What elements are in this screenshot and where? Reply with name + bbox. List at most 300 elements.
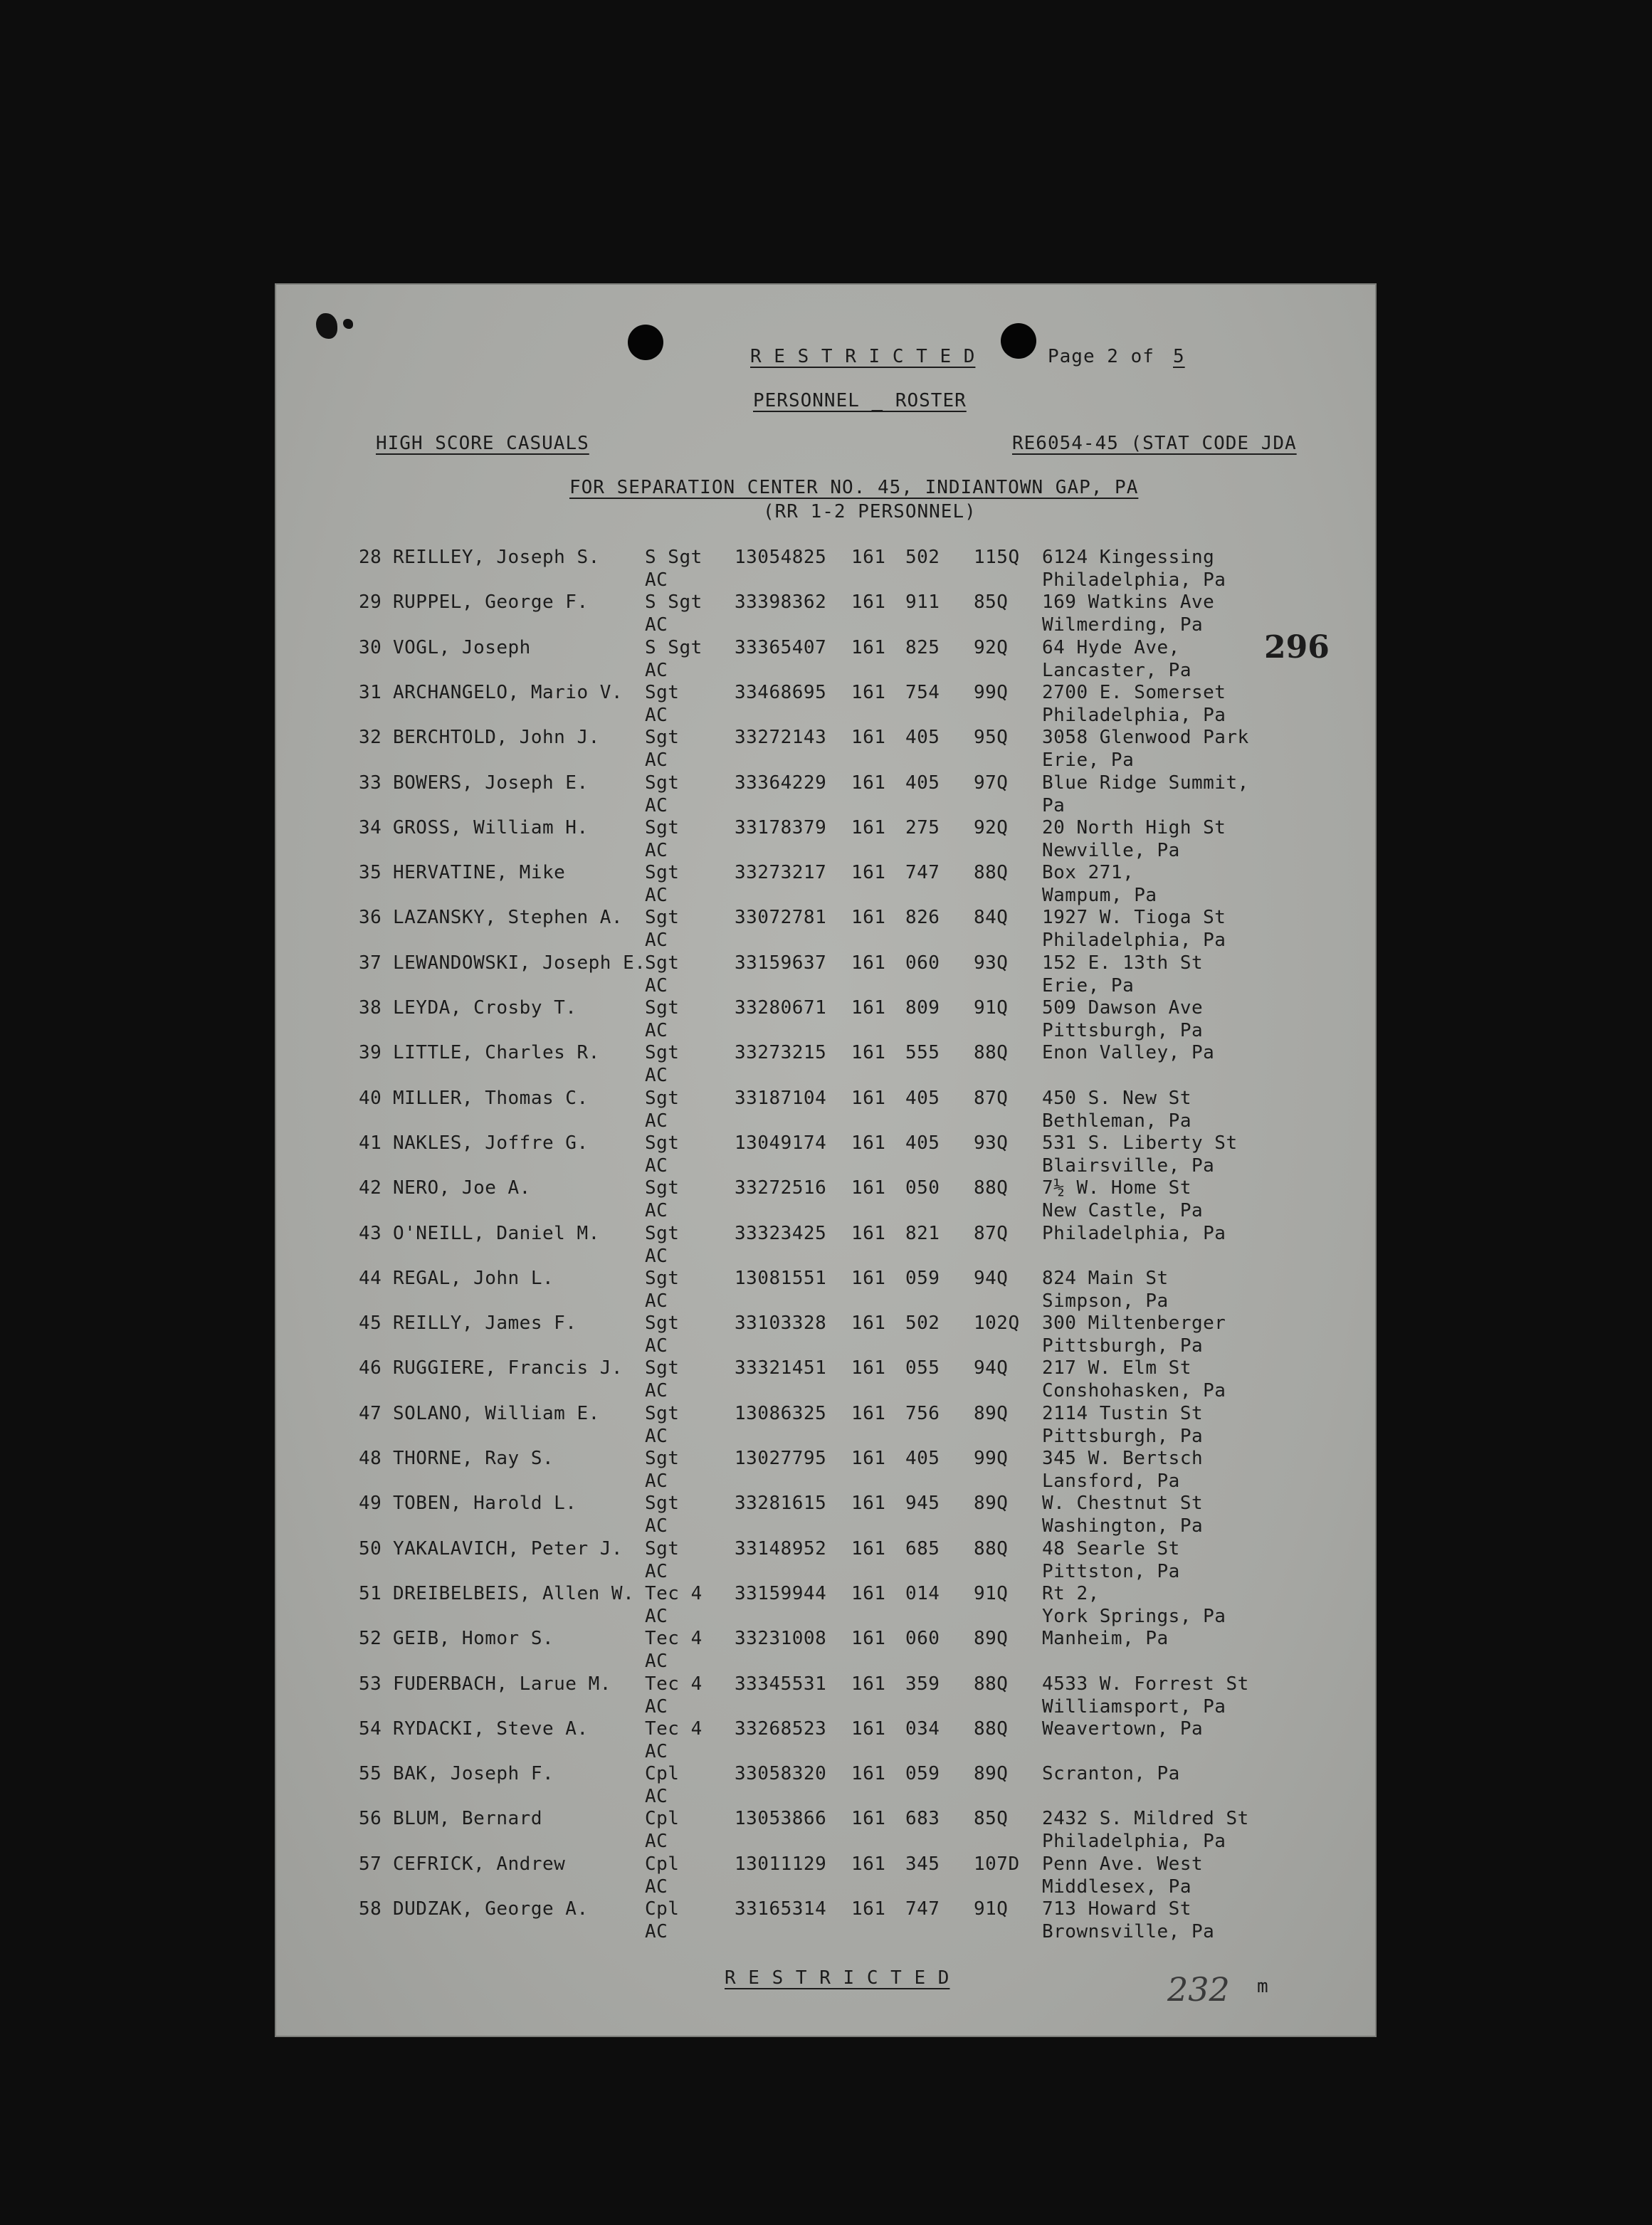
branch: AC: [645, 975, 668, 996]
address-line-1: 450 S. New St: [1042, 1088, 1191, 1109]
personnel-subtitle: (RR 1-2 PERSONNEL): [763, 501, 977, 522]
address-line-1: Enon Valley, Pa: [1042, 1042, 1215, 1063]
score: 89Q: [974, 1628, 1009, 1649]
code-1: 161: [851, 727, 886, 748]
code-1: 161: [851, 637, 886, 658]
code-2: 502: [905, 547, 940, 568]
table-row: [275, 1132, 1377, 1178]
branch: AC: [645, 1200, 668, 1221]
soldier-name: REGAL, John L.: [393, 1268, 554, 1289]
code-1: 161: [851, 1853, 886, 1875]
rank: Sgt: [645, 907, 680, 928]
branch: AC: [645, 1380, 668, 1401]
branch: AC: [645, 1246, 668, 1267]
serial-number: 33187104: [735, 1088, 827, 1109]
code-1: 161: [851, 1808, 886, 1829]
serial-number: 13011129: [735, 1853, 827, 1875]
row-number: 47: [359, 1403, 382, 1424]
table-row: [275, 772, 1377, 818]
rank: Sgt: [645, 817, 680, 838]
address-line-1: 64 Hyde Ave,: [1042, 637, 1180, 658]
stat-code: RE6054-45 (STAT CODE JDA: [1012, 433, 1297, 454]
serial-number: 33268523: [735, 1718, 827, 1740]
row-number: 57: [359, 1853, 382, 1875]
code-2: 405: [905, 727, 940, 748]
rank: Sgt: [645, 1132, 680, 1154]
score: 92Q: [974, 637, 1009, 658]
table-row: [275, 1628, 1377, 1673]
table-row: [275, 682, 1377, 727]
rank: Cpl: [645, 1763, 680, 1784]
table-row: [275, 1268, 1377, 1313]
row-number: 52: [359, 1628, 382, 1649]
score: 88Q: [974, 862, 1009, 883]
address-line-1: Weavertown, Pa: [1042, 1718, 1204, 1740]
address-line-2: Middlesex, Pa: [1042, 1876, 1191, 1898]
address-line-1: 152 E. 13th St: [1042, 952, 1204, 974]
address-line-2: Newville, Pa: [1042, 840, 1180, 861]
code-2: 945: [905, 1493, 940, 1514]
table-row: [275, 637, 1377, 683]
score: 107D: [974, 1853, 1020, 1875]
table-row: [275, 1673, 1377, 1719]
serial-number: 33468695: [735, 682, 827, 703]
address-line-1: Philadelphia, Pa: [1042, 1223, 1226, 1244]
branch: AC: [645, 1110, 668, 1132]
address-line-2: Philadelphia, Pa: [1042, 705, 1226, 726]
table-row: [275, 1808, 1377, 1853]
serial-number: 33365407: [735, 637, 827, 658]
address-line-2: Blairsville, Pa: [1042, 1155, 1215, 1177]
score: 85Q: [974, 591, 1009, 613]
branch: AC: [645, 1921, 668, 1942]
score: 115Q: [974, 547, 1020, 568]
serial-number: 33103328: [735, 1313, 827, 1334]
rank: Sgt: [645, 1313, 680, 1334]
code-1: 161: [851, 1448, 886, 1469]
code-1: 161: [851, 1223, 886, 1244]
row-number: 44: [359, 1268, 382, 1289]
row-number: 56: [359, 1808, 382, 1829]
address-line-1: Scranton, Pa: [1042, 1763, 1180, 1784]
branch: AC: [645, 795, 668, 816]
page-label: Page 2 of: [1048, 346, 1154, 367]
serial-number: 33231008: [735, 1628, 827, 1649]
soldier-name: BLUM, Bernard: [393, 1808, 542, 1829]
code-2: 059: [905, 1268, 940, 1289]
serial-number: 33159944: [735, 1583, 827, 1604]
table-row: [275, 1583, 1377, 1629]
score: 97Q: [974, 772, 1009, 794]
address-line-1: Penn Ave. West: [1042, 1853, 1204, 1875]
row-number: 35: [359, 862, 382, 883]
address-line-1: Box 271,: [1042, 862, 1135, 883]
code-1: 161: [851, 862, 886, 883]
branch: AC: [645, 1606, 668, 1627]
group-title: HIGH SCORE CASUALS: [376, 433, 589, 454]
score: 94Q: [974, 1357, 1009, 1379]
branch: AC: [645, 1426, 668, 1447]
address-line-2: Bethleman, Pa: [1042, 1110, 1191, 1132]
address-line-2: Philadelphia, Pa: [1042, 930, 1226, 951]
center-title: FOR SEPARATION CENTER NO. 45, INDIANTOWN GAP, PA: [569, 477, 1139, 498]
code-1: 161: [851, 952, 886, 974]
serial-number: 13086325: [735, 1403, 827, 1424]
soldier-name: BOWERS, Joseph E.: [393, 772, 589, 794]
rank: Sgt: [645, 1223, 680, 1244]
score: 85Q: [974, 1808, 1009, 1829]
rank: Sgt: [645, 1403, 680, 1424]
address-line-1: 6124 Kingessing: [1042, 547, 1215, 568]
row-number: 41: [359, 1132, 382, 1154]
row-number: 29: [359, 591, 382, 613]
serial-number: 33072781: [735, 907, 827, 928]
branch: AC: [645, 885, 668, 906]
rank: Cpl: [645, 1808, 680, 1829]
address-line-2: Simpson, Pa: [1042, 1290, 1169, 1312]
branch: AC: [645, 705, 668, 726]
table-row: [275, 547, 1377, 592]
rank: Sgt: [645, 727, 680, 748]
score: 88Q: [974, 1673, 1009, 1695]
address-line-1: 2432 S. Mildred St: [1042, 1808, 1249, 1829]
code-2: 405: [905, 1088, 940, 1109]
address-line-1: 169 Watkins Ave: [1042, 591, 1215, 613]
address-line-2: Pittsburgh, Pa: [1042, 1426, 1204, 1447]
score: 88Q: [974, 1177, 1009, 1199]
code-1: 161: [851, 1357, 886, 1379]
soldier-name: BERCHTOLD, John J.: [393, 727, 600, 748]
table-row: [275, 997, 1377, 1043]
table-row: [275, 1763, 1377, 1809]
serial-number: 33398362: [735, 591, 827, 613]
address-line-2: Erie, Pa: [1042, 749, 1135, 771]
branch: AC: [645, 1290, 668, 1312]
code-1: 161: [851, 1042, 886, 1063]
address-line-1: 509 Dawson Ave: [1042, 997, 1204, 1019]
serial-number: 33364229: [735, 772, 827, 794]
soldier-name: TOBEN, Harold L.: [393, 1493, 577, 1514]
row-number: 30: [359, 637, 382, 658]
address-line-2: Erie, Pa: [1042, 975, 1135, 996]
row-number: 42: [359, 1177, 382, 1199]
code-1: 161: [851, 1403, 886, 1424]
rank: Sgt: [645, 1088, 680, 1109]
score: 95Q: [974, 727, 1009, 748]
code-2: 747: [905, 862, 940, 883]
table-row: [275, 817, 1377, 863]
table-row: [275, 1718, 1377, 1764]
address-line-1: 531 S. Liberty St: [1042, 1132, 1238, 1154]
ink-smudge: [316, 313, 337, 339]
rank: Sgt: [645, 1538, 680, 1559]
address-line-2: Washington, Pa: [1042, 1515, 1204, 1537]
score: 89Q: [974, 1763, 1009, 1784]
score: 88Q: [974, 1042, 1009, 1063]
address-line-1: W. Chestnut St: [1042, 1493, 1204, 1514]
address-line-1: 824 Main St: [1042, 1268, 1169, 1289]
address-line-2: Philadelphia, Pa: [1042, 569, 1226, 591]
code-1: 161: [851, 1673, 886, 1695]
score: 87Q: [974, 1088, 1009, 1109]
score: 92Q: [974, 817, 1009, 838]
table-row: [275, 952, 1377, 998]
code-2: 756: [905, 1403, 940, 1424]
soldier-name: RUPPEL, George F.: [393, 591, 589, 613]
rank: S Sgt: [645, 637, 703, 658]
soldier-name: FUDERBACH, Larue M.: [393, 1673, 611, 1695]
row-number: 43: [359, 1223, 382, 1244]
branch: AC: [645, 1155, 668, 1177]
row-number: 40: [359, 1088, 382, 1109]
rank: S Sgt: [645, 591, 703, 613]
branch: AC: [645, 660, 668, 681]
branch: AC: [645, 614, 668, 636]
score: 88Q: [974, 1718, 1009, 1740]
code-2: 059: [905, 1763, 940, 1784]
code-1: 161: [851, 907, 886, 928]
code-1: 161: [851, 1177, 886, 1199]
code-2: 034: [905, 1718, 940, 1740]
code-2: 060: [905, 952, 940, 974]
code-2: 502: [905, 1313, 940, 1334]
punch-hole: [1001, 323, 1036, 359]
address-line-1: 2700 E. Somerset: [1042, 682, 1226, 703]
row-number: 28: [359, 547, 382, 568]
table-row: [275, 1177, 1377, 1223]
code-1: 161: [851, 772, 886, 794]
row-number: 53: [359, 1673, 382, 1695]
address-line-1: 3058 Glenwood Park: [1042, 727, 1249, 748]
address-line-1: 713 Howard St: [1042, 1898, 1191, 1920]
row-number: 36: [359, 907, 382, 928]
soldier-name: DUDZAK, George A.: [393, 1898, 589, 1920]
branch: AC: [645, 569, 668, 591]
handwritten-mark: m: [1257, 1976, 1269, 1997]
soldier-name: GEIB, Homor S.: [393, 1628, 554, 1649]
soldier-name: CEFRICK, Andrew: [393, 1853, 566, 1875]
score: 99Q: [974, 1448, 1009, 1469]
serial-number: 33273215: [735, 1042, 827, 1063]
score: 89Q: [974, 1493, 1009, 1514]
code-2: 683: [905, 1808, 940, 1829]
rank: S Sgt: [645, 547, 703, 568]
code-1: 161: [851, 1088, 886, 1109]
table-row: [275, 907, 1377, 952]
code-1: 161: [851, 547, 886, 568]
row-number: 31: [359, 682, 382, 703]
row-number: 33: [359, 772, 382, 794]
address-line-2: Lancaster, Pa: [1042, 660, 1191, 681]
row-number: 55: [359, 1763, 382, 1784]
code-1: 161: [851, 1583, 886, 1604]
branch: AC: [645, 1020, 668, 1041]
serial-number: 33058320: [735, 1763, 827, 1784]
table-row: [275, 1403, 1377, 1448]
score: 93Q: [974, 1132, 1009, 1154]
rank: Sgt: [645, 1268, 680, 1289]
serial-number: 33280671: [735, 997, 827, 1019]
code-2: 825: [905, 637, 940, 658]
soldier-name: RYDACKI, Steve A.: [393, 1718, 589, 1740]
soldier-name: REILLY, James F.: [393, 1313, 577, 1334]
row-number: 37: [359, 952, 382, 974]
soldier-name: ARCHANGELO, Mario V.: [393, 682, 624, 703]
score: 99Q: [974, 682, 1009, 703]
soldier-name: THORNE, Ray S.: [393, 1448, 554, 1469]
row-number: 50: [359, 1538, 382, 1559]
rank: Sgt: [645, 1493, 680, 1514]
serial-number: 13049174: [735, 1132, 827, 1154]
code-1: 161: [851, 1628, 886, 1649]
table-row: [275, 1448, 1377, 1493]
code-1: 161: [851, 682, 886, 703]
serial-number: 33165314: [735, 1898, 827, 1920]
table-row: [275, 1357, 1377, 1403]
branch: AC: [645, 1561, 668, 1582]
serial-number: 33281615: [735, 1493, 827, 1514]
code-2: 911: [905, 591, 940, 613]
soldier-name: NAKLES, Joffre G.: [393, 1132, 589, 1154]
table-row: [275, 1223, 1377, 1268]
address-line-1: 300 Miltenberger: [1042, 1313, 1226, 1334]
serial-number: 33272516: [735, 1177, 827, 1199]
code-2: 555: [905, 1042, 940, 1063]
handwritten-number: 232: [1167, 1970, 1230, 2009]
soldier-name: HERVATINE, Mike: [393, 862, 566, 883]
code-2: 826: [905, 907, 940, 928]
code-2: 405: [905, 1448, 940, 1469]
soldier-name: LEWANDOWSKI, Joseph E.: [393, 952, 646, 974]
address-line-1: 7½ W. Home St: [1042, 1177, 1191, 1199]
address-line-1: Blue Ridge Summit,: [1042, 772, 1249, 794]
code-1: 161: [851, 997, 886, 1019]
address-line-1: Rt 2,: [1042, 1583, 1100, 1604]
rank: Sgt: [645, 1177, 680, 1199]
row-number: 46: [359, 1357, 382, 1379]
soldier-name: MILLER, Thomas C.: [393, 1088, 589, 1109]
serial-number: 33323425: [735, 1223, 827, 1244]
punch-hole: [628, 325, 663, 360]
rank: Sgt: [645, 952, 680, 974]
soldier-name: O'NEILL, Daniel M.: [393, 1223, 600, 1244]
table-row: [275, 862, 1377, 908]
serial-number: 33345531: [735, 1673, 827, 1695]
rank: Cpl: [645, 1853, 680, 1875]
serial-number: 33321451: [735, 1357, 827, 1379]
code-1: 161: [851, 1898, 886, 1920]
page-total: 5: [1173, 346, 1185, 367]
soldier-name: LITTLE, Charles R.: [393, 1042, 600, 1063]
roster-page: [275, 283, 1377, 2037]
address-line-2: York Springs, Pa: [1042, 1606, 1226, 1627]
branch: AC: [645, 1651, 668, 1672]
code-2: 685: [905, 1538, 940, 1559]
branch: AC: [645, 1786, 668, 1807]
address-line-2: Pa: [1042, 795, 1066, 816]
row-number: 51: [359, 1583, 382, 1604]
rank: Sgt: [645, 772, 680, 794]
address-line-2: Conshohasken, Pa: [1042, 1380, 1226, 1401]
soldier-name: YAKALAVICH, Peter J.: [393, 1538, 624, 1559]
table-row: [275, 1313, 1377, 1358]
serial-number: 33159637: [735, 952, 827, 974]
row-number: 58: [359, 1898, 382, 1920]
soldier-name: REILLEY, Joseph S.: [393, 547, 600, 568]
serial-number: 13053866: [735, 1808, 827, 1829]
rank: Sgt: [645, 862, 680, 883]
score: 91Q: [974, 997, 1009, 1019]
score: 102Q: [974, 1313, 1020, 1334]
soldier-name: VOGL, Joseph: [393, 637, 531, 658]
address-line-1: 217 W. Elm St: [1042, 1357, 1191, 1379]
score: 88Q: [974, 1538, 1009, 1559]
row-number: 32: [359, 727, 382, 748]
code-2: 014: [905, 1583, 940, 1604]
code-1: 161: [851, 1313, 886, 1334]
address-line-1: 345 W. Bertsch: [1042, 1448, 1204, 1469]
row-number: 49: [359, 1493, 382, 1514]
code-2: 055: [905, 1357, 940, 1379]
code-2: 809: [905, 997, 940, 1019]
address-line-2: Pittsburgh, Pa: [1042, 1335, 1204, 1357]
address-line-2: Wilmerding, Pa: [1042, 614, 1204, 636]
rank: Sgt: [645, 1042, 680, 1063]
branch: AC: [645, 1515, 668, 1537]
row-number: 45: [359, 1313, 382, 1334]
rank: Sgt: [645, 1448, 680, 1469]
address-line-2: New Castle, Pa: [1042, 1200, 1204, 1221]
address-line-2: Philadelphia, Pa: [1042, 1831, 1226, 1852]
code-1: 161: [851, 1763, 886, 1784]
branch: AC: [645, 1335, 668, 1357]
row-number: 39: [359, 1042, 382, 1063]
score: 94Q: [974, 1268, 1009, 1289]
code-1: 161: [851, 1493, 886, 1514]
table-row: [275, 1538, 1377, 1584]
row-number: 54: [359, 1718, 382, 1740]
rank: Sgt: [645, 682, 680, 703]
table-row: [275, 1088, 1377, 1133]
code-2: 405: [905, 1132, 940, 1154]
code-2: 050: [905, 1177, 940, 1199]
soldier-name: GROSS, William H.: [393, 817, 589, 838]
serial-number: 13027795: [735, 1448, 827, 1469]
address-line-1: 48 Searle St: [1042, 1538, 1180, 1559]
branch: AC: [645, 930, 668, 951]
address-line-1: 20 North High St: [1042, 817, 1226, 838]
code-1: 161: [851, 591, 886, 613]
address-line-1: 1927 W. Tioga St: [1042, 907, 1226, 928]
score: 91Q: [974, 1898, 1009, 1920]
code-2: 405: [905, 772, 940, 794]
code-2: 345: [905, 1853, 940, 1875]
address-line-2: Pittston, Pa: [1042, 1561, 1180, 1582]
code-2: 821: [905, 1223, 940, 1244]
rank: Sgt: [645, 1357, 680, 1379]
rank: Tec 4: [645, 1583, 703, 1604]
address-line-2: Williamsport, Pa: [1042, 1696, 1226, 1718]
address-line-1: 4533 W. Forrest St: [1042, 1673, 1249, 1695]
branch: AC: [645, 1065, 668, 1086]
code-1: 161: [851, 1718, 886, 1740]
code-1: 161: [851, 1538, 886, 1559]
code-2: 060: [905, 1628, 940, 1649]
address-line-2: Brownsville, Pa: [1042, 1921, 1215, 1942]
code-2: 359: [905, 1673, 940, 1695]
serial-number: 13054825: [735, 547, 827, 568]
address-line-2: Pittsburgh, Pa: [1042, 1020, 1204, 1041]
